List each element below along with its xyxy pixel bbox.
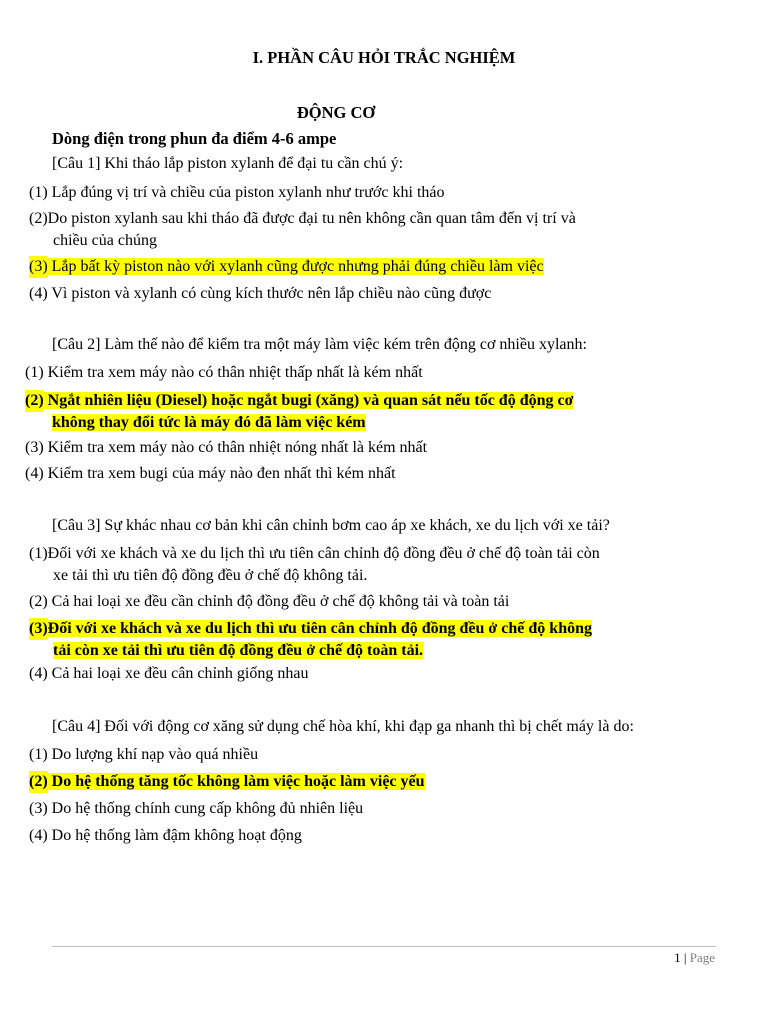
footer-divider — [52, 946, 716, 947]
subject-title: ĐỘNG CƠ — [296, 103, 376, 122]
q4-option-3: (3) Do hệ thống chính cung cấp không đủ nhiên liệu — [29, 800, 364, 817]
subtitle: Dòng điện trong phun đa điểm 4-6 ampe — [52, 129, 337, 148]
q1-option-4: (4) Vì piston và xylanh có cùng kích thước nên lắp chiều nào cũng được — [29, 285, 492, 302]
q4-option-1: (1) Do lượng khí nạp vào quá nhiều — [29, 746, 259, 763]
q4-option-2-answer: (2) Do hệ thống tăng tốc không làm việc hoặc làm việc yếu — [29, 771, 709, 793]
q3-option-4: (4) Cả hai loại xe đều cân chỉnh giống nhau — [29, 665, 309, 682]
question-2: [Câu 2] Làm thế nào để kiểm tra một máy làm việc kém trên động cơ nhiều xylanh: — [52, 336, 587, 353]
q3-option-3-answer: (3)Đối với xe khách và xe du lịch thì ưu tiên cân chỉnh độ đồng đều ở chế độ không tải còn xe tải thì ưu tiên độ đồng đều ở chế độ toàn tải. — [29, 620, 592, 659]
q1-option-1: (1) Lắp đúng vị trí và chiều của piston xylanh như trước khi tháo — [29, 184, 445, 201]
q4-option-4: (4) Do hệ thống làm đậm không hoạt động — [29, 827, 302, 844]
question-3: [Câu 3] Sự khác nhau cơ bản khi cân chỉnh bơm cao áp xe khách, xe du lịch với xe tải? — [52, 517, 610, 534]
section-title: I. PHẦN CÂU HỎI TRẮC NGHIỆM — [252, 48, 516, 67]
question-4: [Câu 4] Đối với động cơ xăng sử dụng chế hòa khí, khi đạp ga nhanh thì bị chết máy là do: — [52, 718, 634, 735]
page-label: Page — [689, 950, 715, 965]
q1-option-3-answer: (3) Lắp bất kỳ piston nào với xylanh cũng được nhưng phải đúng chiều làm việc — [29, 256, 709, 278]
q2-option-3: (3) Kiểm tra xem máy nào có thân nhiệt nóng nhất là kém nhất — [25, 439, 428, 456]
q2-option-4: (4) Kiểm tra xem bugi của máy nào đen nhất thì kém nhất — [25, 465, 396, 482]
page-number: 1 — [674, 950, 681, 965]
q2-option-2-answer: (2) Ngắt nhiên liệu (Diesel) hoặc ngắt bugi (xăng) và quan sát nếu tốc độ động cơ không thay đổi tức là máy đó đã làm việc kém — [25, 392, 574, 431]
q2-option-1: (1) Kiểm tra xem máy nào có thân nhiệt thấp nhất là kém nhất — [25, 364, 423, 381]
q1-option-2: (2)Do piston xylanh sau khi tháo đã được đại tu nên không cần quan tâm đến vị trí và chiều của chúng — [29, 210, 576, 249]
q3-option-2: (2) Cả hai loại xe đều cần chỉnh độ đồng đều ở chế độ không tải và toàn tải — [29, 593, 510, 610]
footer-separator: | — [683, 950, 687, 965]
page-footer — [674, 950, 715, 966]
q3-option-1: (1)Đối với xe khách và xe du lịch thì ưu tiên cân chỉnh độ đồng đều ở chế độ toàn tải còn xe tải thì ưu tiên độ đồng đều ở chế độ không tải. — [29, 545, 600, 584]
question-1: [Câu 1] Khi tháo lắp piston xylanh để đại tu cần chú ý: — [52, 155, 404, 172]
